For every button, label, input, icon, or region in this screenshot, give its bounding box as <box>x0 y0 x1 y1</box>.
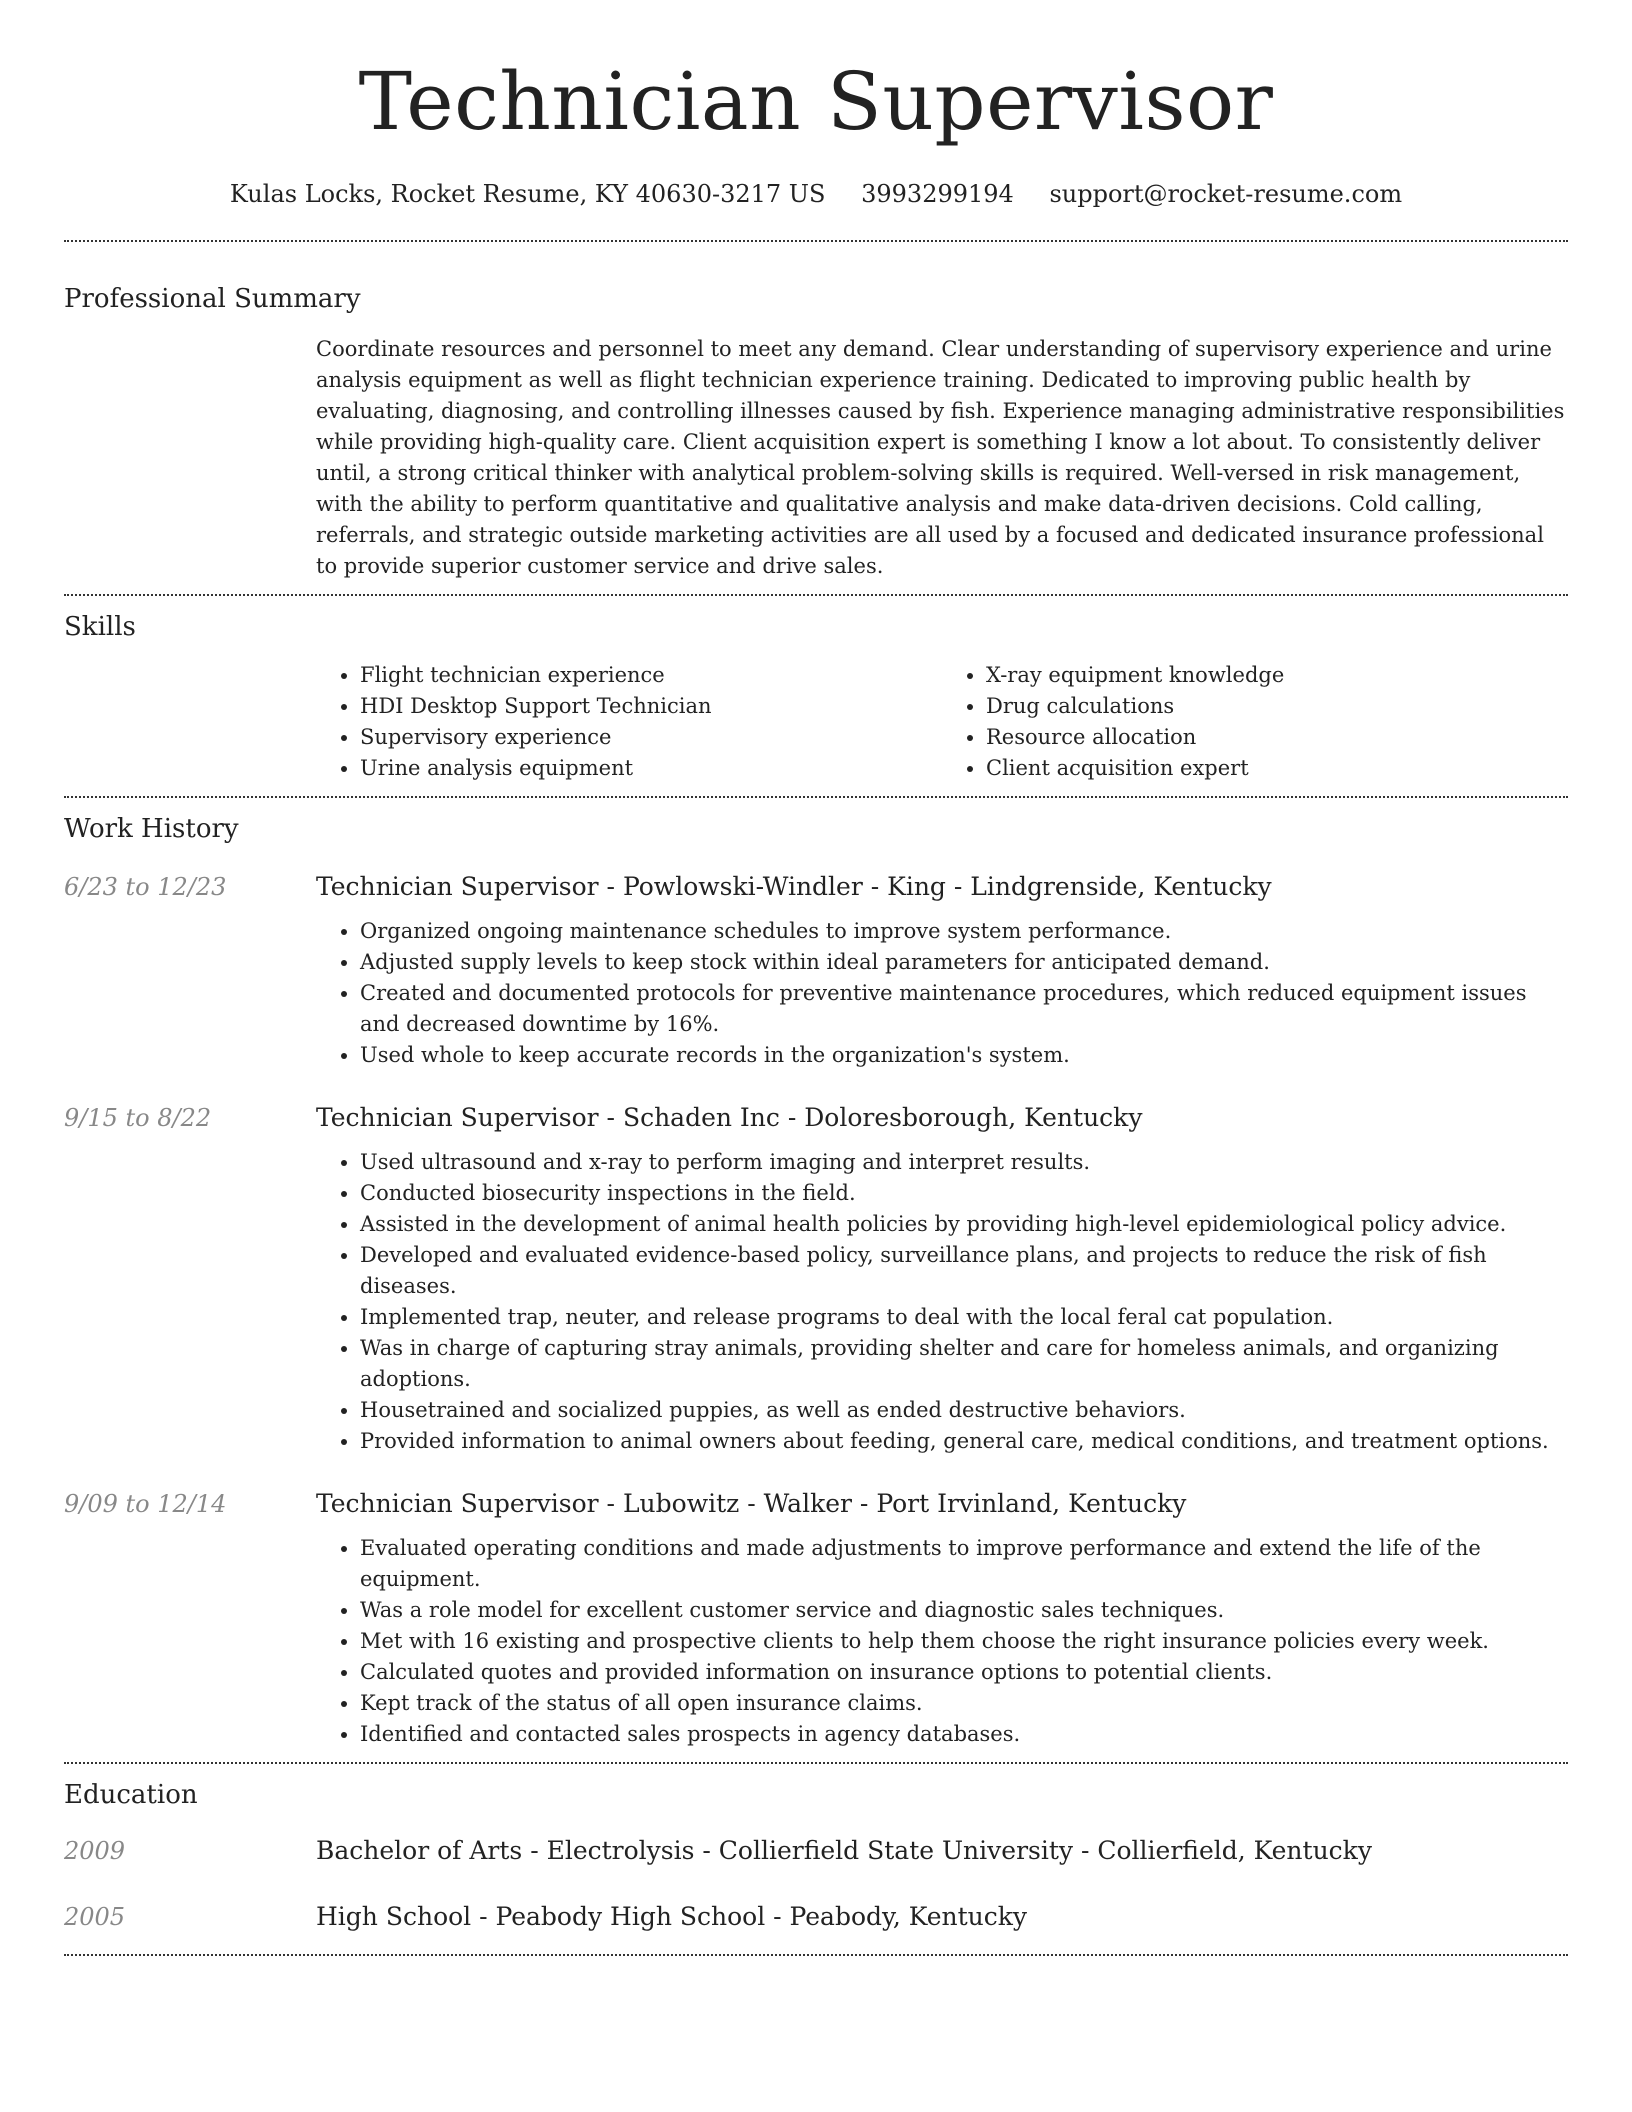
contact-address: Kulas Locks, Rocket Resume, KY 40630-3217 US <box>229 180 826 208</box>
job-bullet: • Identified and contacted sales prospects in agency databases. <box>360 1719 1568 1750</box>
job-dates: 6/23 to 12/23 <box>64 873 227 901</box>
contact-phone: 3993299194 <box>861 180 1014 208</box>
job-bullet: • Developed and evaluated evidence-based policy, surveillance plans, and projects to reduce the risk of fish diseases. <box>360 1240 1568 1302</box>
job-bullet: • Assisted in the development of animal health policies by providing high-level epidemiological policy advice. <box>360 1209 1568 1240</box>
skills-list-left <box>316 660 942 784</box>
skill-item: • Resource allocation <box>986 722 1568 753</box>
education-degree: High School - Peabody High School - Peabody, Kentucky <box>316 1902 1028 1931</box>
education-entry <box>64 1900 1568 1934</box>
skill-item: • Flight technician experience <box>360 660 942 691</box>
job-bullet: • Created and documented protocols for preventive maintenance procedures, which reduced equipment issues and decreased downtime by 16%. <box>360 978 1568 1040</box>
skills-heading: Skills <box>64 612 136 642</box>
skill-item: • Drug calculations <box>986 691 1568 722</box>
job-bullet: • Housetrained and socialized puppies, as well as ended destructive behaviors. <box>360 1395 1568 1426</box>
skill-item: • Urine analysis equipment <box>360 753 942 784</box>
job-bullet: • Implemented trap, neuter, and release programs to deal with the local feral cat population. <box>360 1302 1568 1333</box>
contact-line <box>64 176 1568 212</box>
divider <box>64 1954 1568 1956</box>
contact-email: support@rocket-resume.com <box>1049 180 1403 208</box>
job-bullet: • Conducted biosecurity inspections in the field. <box>360 1178 1568 1209</box>
education-year: 2005 <box>64 1903 126 1931</box>
candidate-name: Technician Supervisor <box>358 55 1274 148</box>
job-bullet: • Used ultrasound and x-ray to perform imaging and interpret results. <box>360 1147 1568 1178</box>
skills-list-right <box>942 660 1568 784</box>
job-bullet: • Used whole to keep accurate records in the organization's system. <box>360 1040 1568 1071</box>
education-section <box>64 1764 1568 1954</box>
divider <box>64 240 1568 242</box>
job-title: Technician Supervisor - Lubowitz - Walker - Port Irvinland, Kentucky <box>316 1489 1187 1518</box>
job-bullets <box>316 1533 1568 1750</box>
job-bullet: • Kept track of the status of all open insurance claims. <box>360 1688 1568 1719</box>
job-bullet: • Provided information to animal owners about feeding, general care, medical conditions, and treatment options. <box>360 1426 1568 1457</box>
job-title: Technician Supervisor - Schaden Inc - Doloresborough, Kentucky <box>316 1103 1143 1132</box>
job-bullet: • Calculated quotes and provided information on insurance options to potential clients. <box>360 1657 1568 1688</box>
job-title: Technician Supervisor - Powlowski-Windler - King - Lindgrenside, Kentucky <box>316 872 1272 901</box>
job-bullet: • Adjusted supply levels to keep stock within ideal parameters for anticipated demand. <box>360 947 1568 978</box>
job-entry <box>64 1487 1568 1750</box>
job-bullet: • Was in charge of capturing stray animals, providing shelter and care for homeless animals, and organizing adoptions. <box>360 1333 1568 1395</box>
work-section <box>64 798 1568 1762</box>
summary-section <box>64 282 1568 594</box>
job-bullet: • Was a role model for excellent customer service and diagnostic sales techniques. <box>360 1595 1568 1626</box>
skills-grid <box>64 660 1568 784</box>
skill-item: • Supervisory experience <box>360 722 942 753</box>
education-heading: Education <box>64 1780 198 1810</box>
job-dates: 9/09 to 12/14 <box>64 1490 227 1518</box>
skill-item: • HDI Desktop Support Technician <box>360 691 942 722</box>
job-bullets <box>316 1147 1568 1457</box>
job-dates: 9/15 to 8/22 <box>64 1104 212 1132</box>
skill-item: • X-ray equipment knowledge <box>986 660 1568 691</box>
education-entry <box>64 1834 1568 1868</box>
skills-section <box>64 596 1568 796</box>
job-bullet: • Evaluated operating conditions and made adjustments to improve performance and extend the life of the equipment. <box>360 1533 1568 1595</box>
summary-text: Coordinate resources and personnel to meet any demand. Clear understanding of supervisory experience and urine analysis equipment as well as flight technician experience training. Dedicated to improving public health by evaluating, diagnosing, and controlling illnesses caused by fish. Experience managing administrative responsibilities while providing high-quality care. Client acquisition expert is something I know a lot about. To consistently deliver until, a strong critical thinker with analytical problem-solving skills is required. Well-versed in risk management, with the ability to perform quantitative and qualitative analysis and make data-driven decisions. Cold calling, referrals, and strategic outside marketing activities are all used by a focused and dedicated insurance professional to provide superior customer service and drive sales. <box>316 337 1565 578</box>
job-entry <box>64 870 1568 1071</box>
job-bullet: • Met with 16 existing and prospective clients to help them choose the right insurance policies every week. <box>360 1626 1568 1657</box>
job-bullet: • Organized ongoing maintenance schedules to improve system performance. <box>360 916 1568 947</box>
education-year: 2009 <box>64 1837 126 1865</box>
job-bullets <box>316 916 1568 1071</box>
education-degree: Bachelor of Arts - Electrolysis - Collierfield State University - Collierfield, Kentucky <box>316 1836 1372 1865</box>
summary-heading: Professional Summary <box>64 284 361 314</box>
skill-item: • Client acquisition expert <box>986 753 1568 784</box>
job-entry <box>64 1101 1568 1457</box>
work-heading: Work History <box>64 814 239 844</box>
